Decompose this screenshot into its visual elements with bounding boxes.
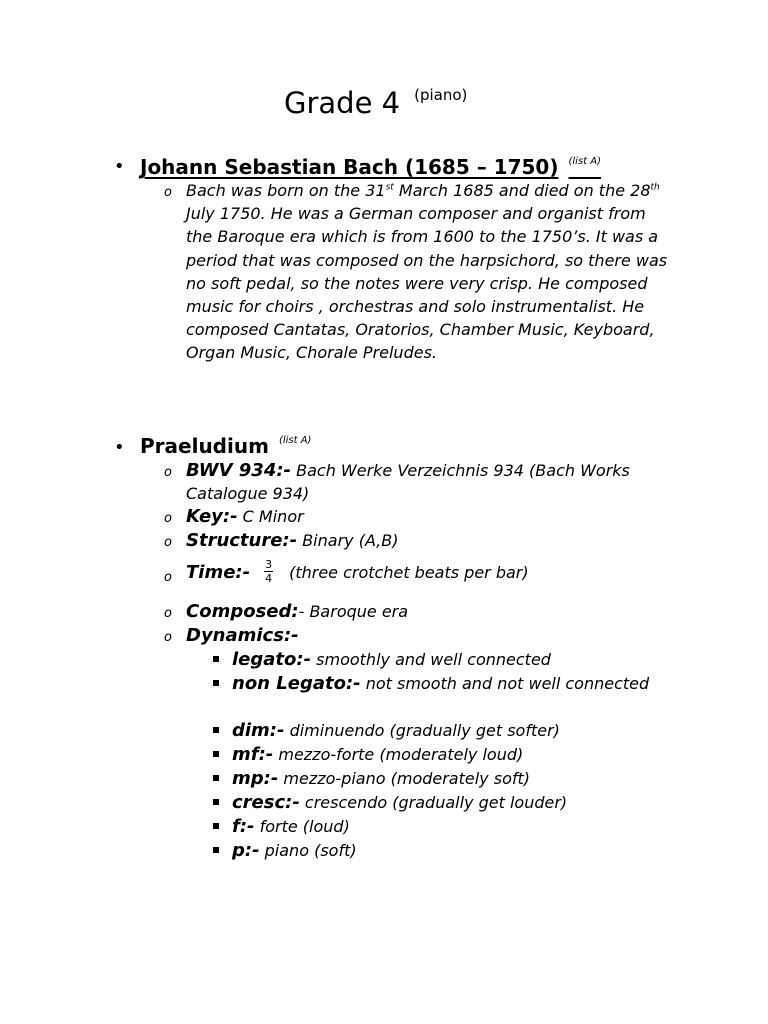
bio-part-1: Bach was born on the 31 [186,181,386,200]
title-superscript: (piano) [414,86,468,104]
time-term: Time:- [186,562,251,583]
time-signature [264,558,273,585]
mf-term: mf:- [232,744,274,765]
bio-sup-1: st [385,182,394,193]
cresc-term: cresc:- [232,792,300,813]
bach-biography [186,179,676,365]
square-bullet-icon [213,656,219,662]
bio-part-2: March 1685 and died on the 28 [393,181,651,200]
dynamic-non-legato [232,672,672,695]
square-bullet-icon [213,823,219,829]
dynamics-term: Dynamics:- [186,625,299,646]
bio-sup-2: th [650,182,660,193]
time-definition: (three crotchet beats per bar) [289,563,529,582]
bwv-definition: Bach Werke Verzeichnis 934 (Bach Works Catalogue 934) [186,461,630,503]
f-term: f:- [232,816,255,837]
square-bullet-icon [213,727,219,733]
dynamic-dim [232,719,672,742]
time-numerator: 3 [265,558,273,571]
dynamic-mp [232,767,672,790]
page-title [284,86,467,120]
circle-bullet-icon: o [164,570,172,585]
square-bullet-icon [213,775,219,781]
cresc-definition: crescendo (gradually get louder) [299,793,568,812]
dynamic-cresc [232,791,672,814]
structure-definition: Binary (A,B) [297,531,399,550]
dynamic-legato [232,648,672,671]
legato-term: legato:- [232,649,312,670]
square-bullet-icon [213,799,219,805]
mp-definition: mezzo-piano (moderately soft) [278,769,530,788]
circle-bullet-icon: o [164,606,172,621]
dynamic-p [232,839,672,862]
structure-term: Structure:- [186,530,298,551]
key-definition: C Minor [237,507,304,526]
circle-bullet-icon: o [164,511,172,526]
praeludium-heading-text: Praeludium [140,434,269,458]
time-denominator: 4 [265,572,273,585]
square-bullet-icon [213,680,219,686]
key-term: Key:- [186,506,238,527]
composed-item [186,600,656,623]
p-definition: piano (soft) [259,841,357,860]
composed-term: Composed: [186,601,299,622]
p-term: p:- [232,840,260,861]
dynamics-item [186,624,656,647]
legato-definition: smoothly and well connected [311,650,551,669]
structure-item [186,529,656,552]
bach-heading-text: Johann Sebastian Bach (1685 – 1750) [140,155,559,179]
bullet-icon: • [114,437,125,458]
square-bullet-icon [213,751,219,757]
praeludium-note: (list A) [278,435,312,446]
circle-bullet-icon: o [164,185,172,200]
key-item [186,505,656,528]
f-definition: forte (loud) [254,817,350,836]
composed-definition: - Baroque era [298,602,409,621]
bwv-term: BWV 934:- [186,460,292,481]
dim-term: dim:- [232,720,285,741]
time-item [186,556,656,590]
mp-term: mp:- [232,768,279,789]
dim-definition: diminuendo (gradually get softer) [284,721,560,740]
non-legato-term: non Legato:- [232,673,361,694]
dynamic-mf [232,743,672,766]
dynamic-f [232,815,672,838]
bullet-icon: • [114,156,125,177]
bwv-item [186,459,656,505]
title-text: Grade 4 [284,86,401,120]
mf-definition: mezzo-forte (moderately loud) [273,745,524,764]
non-legato-definition: not smooth and not well connected [360,674,650,693]
circle-bullet-icon: o [164,465,172,480]
square-bullet-icon [213,847,219,853]
bio-part-3: July 1750. He was a German composer and organist from the Baroque era which is from 1600 to the 1750’s. It was a period that was composed on the harpsichord, so there was no soft pedal, so the notes were very crisp. He composed music for choirs , orchestras and solo instrumentalist. He composed Cantatas, Oratorios, Chamber Music, Keyboard, Organ Music, Chorale Preludes. [186,204,668,363]
circle-bullet-icon: o [164,535,172,550]
bach-note: (list A) [568,156,602,167]
circle-bullet-icon: o [164,630,172,645]
